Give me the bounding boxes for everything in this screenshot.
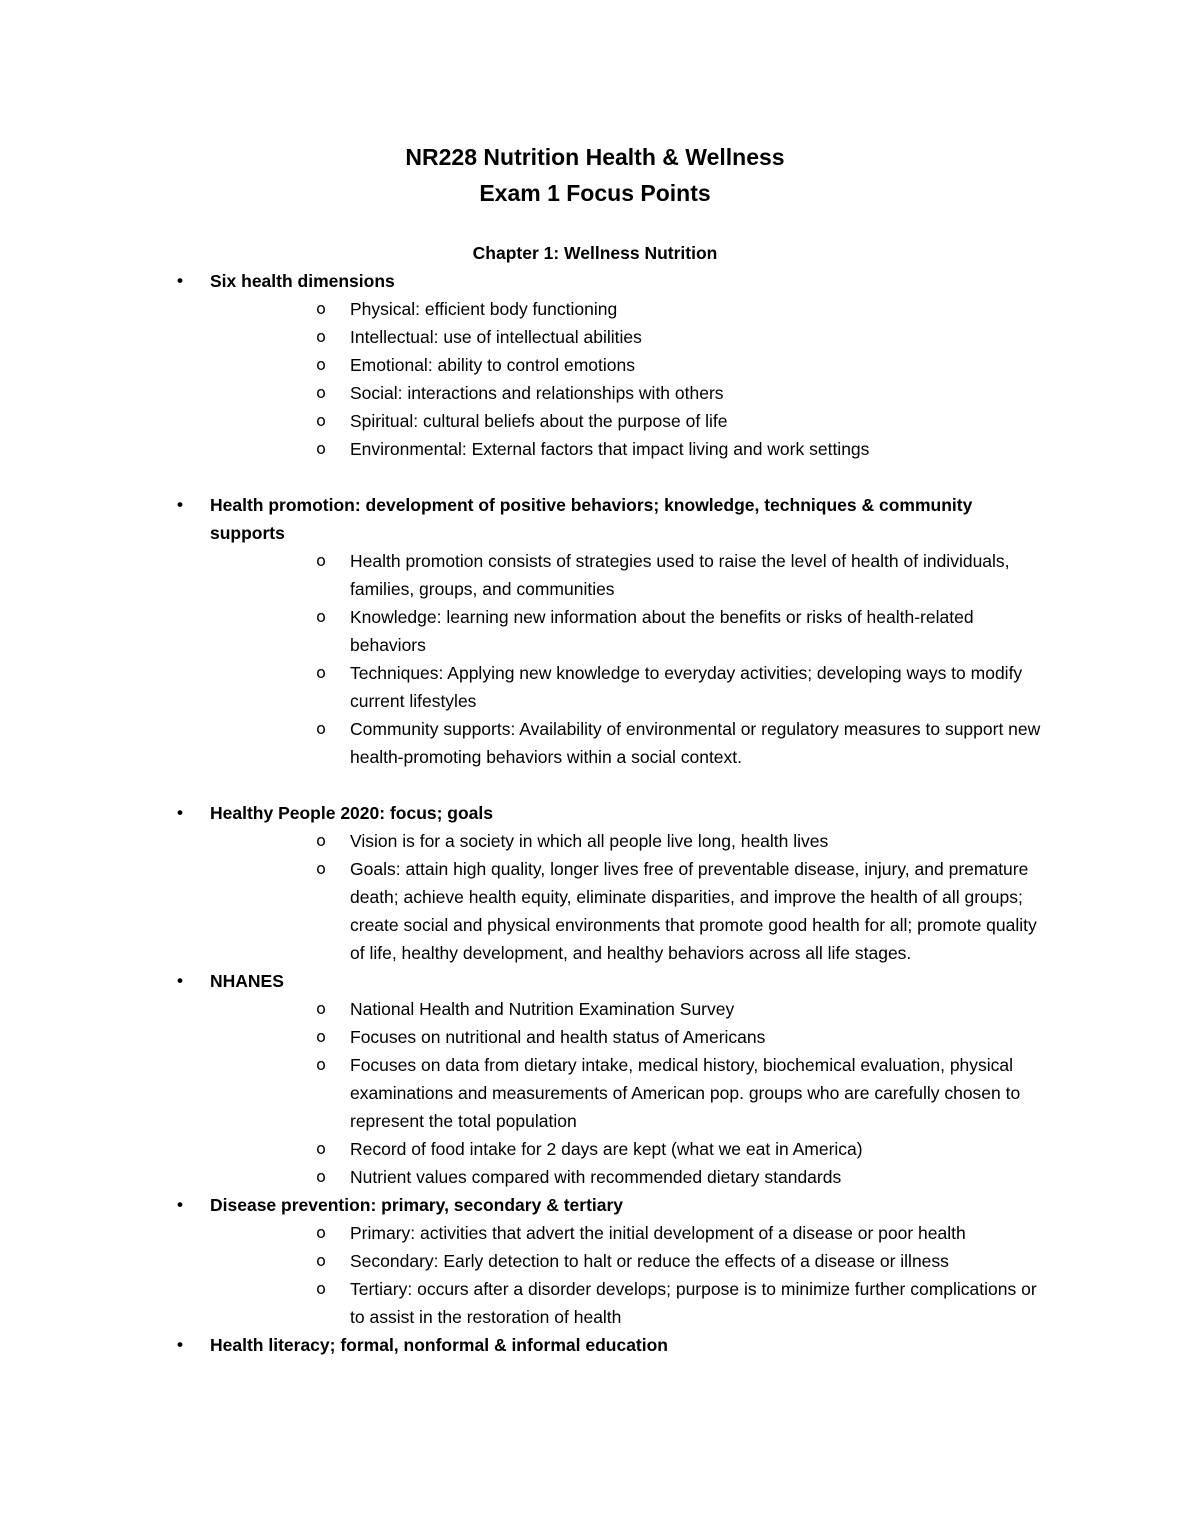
sub-bullet-icon: o (316, 383, 326, 402)
sub-list-item (0, 995, 1190, 1023)
section-heading: Health literacy; formal, nonformal & informal education (210, 1335, 668, 1355)
sub-item-text: National Health and Nutrition Examination Survey (350, 999, 735, 1019)
bullet-item (0, 967, 1190, 995)
bullet-item (0, 267, 1190, 295)
focus-points-list (0, 267, 1190, 1359)
sub-list-item (0, 547, 1190, 603)
sub-item-text: Community supports: Availability of environmental or regulatory measures to support new health-promoting behaviors within a social context. (350, 719, 1041, 767)
sub-item-text: Physical: efficient body functioning (350, 299, 618, 319)
sub-item-text: Nutrient values compared with recommended dietary standards (350, 1167, 842, 1187)
sub-item-text: Focuses on nutritional and health status of Americans (350, 1027, 766, 1047)
sub-item-text: Social: interactions and relationships with others (350, 383, 724, 403)
sub-item-text: Primary: activities that advert the initial development of a disease or poor health (350, 1223, 966, 1243)
bullet-icon: • (177, 1335, 183, 1354)
sub-item-text: Spiritual: cultural beliefs about the purpose of life (350, 411, 728, 431)
sub-list-item (0, 855, 1190, 967)
title-line-1: NR228 Nutrition Health & Wellness (405, 144, 785, 170)
bullet-icon: • (177, 1195, 183, 1214)
sub-item-text: Environmental: External factors that impact living and work settings (350, 439, 870, 459)
sub-list (0, 827, 1190, 967)
sub-list (0, 547, 1190, 771)
section-disease-prevention (0, 1191, 1190, 1331)
sub-list-item (0, 435, 1190, 463)
title-line-2: Exam 1 Focus Points (479, 180, 711, 206)
section-heading: Six health dimensions (210, 271, 395, 291)
sub-list (0, 295, 1190, 463)
sub-bullet-icon: o (316, 859, 326, 878)
sub-bullet-icon: o (316, 299, 326, 318)
bullet-item (0, 1191, 1190, 1219)
sub-bullet-icon: o (316, 1279, 326, 1298)
sub-list-item (0, 1247, 1190, 1275)
bullet-item (0, 1331, 1190, 1359)
sub-item-text: Record of food intake for 2 days are kept (what we eat in America) (350, 1139, 863, 1159)
sub-list-item (0, 1135, 1190, 1163)
sub-list-item (0, 603, 1190, 659)
sub-bullet-icon: o (316, 663, 326, 682)
sub-list-item (0, 1275, 1190, 1331)
bullet-icon: • (177, 971, 183, 990)
section-heading: NHANES (210, 971, 284, 991)
sub-bullet-icon: o (316, 1223, 326, 1242)
sub-list-item (0, 323, 1190, 351)
sub-bullet-icon: o (316, 719, 326, 738)
sub-list-item (0, 379, 1190, 407)
sub-item-text: Goals: attain high quality, longer lives free of preventable disease, injury, and premature death; achieve health equity, eliminate disparities, and improve the health of all groups; create social and physical environments that promote good health for all; promote quality of life, healthy development, and healthy behaviors across all life stages. (350, 859, 1037, 963)
sub-item-text: Secondary: Early detection to halt or reduce the effects of a disease or illness (350, 1251, 949, 1271)
section-nhanes (0, 967, 1190, 1191)
sub-list-item (0, 1051, 1190, 1135)
bullet-item (0, 799, 1190, 827)
section-heading: Health promotion: development of positive behaviors; knowledge, techniques & community supports (210, 495, 973, 543)
sub-bullet-icon: o (316, 999, 326, 1018)
sub-bullet-icon: o (316, 551, 326, 570)
sub-bullet-icon: o (316, 831, 326, 850)
sub-list-item (0, 827, 1190, 855)
sub-list-item (0, 407, 1190, 435)
sub-list-item (0, 1219, 1190, 1247)
sub-list-item (0, 1023, 1190, 1051)
bullet-icon: • (177, 495, 183, 514)
sub-list (0, 1219, 1190, 1331)
sub-bullet-icon: o (316, 1055, 326, 1074)
bullet-icon: • (177, 803, 183, 822)
sub-item-text: Emotional: ability to control emotions (350, 355, 635, 375)
sub-list-item (0, 295, 1190, 323)
section-health-literacy (0, 1331, 1190, 1359)
section-healthy-people-2020 (0, 799, 1190, 967)
sub-item-text: Knowledge: learning new information about the benefits or risks of health-related behaviors (350, 607, 974, 655)
sub-item-text: Tertiary: occurs after a disorder develops; purpose is to minimize further complications or to assist in the restoration of health (350, 1279, 1037, 1327)
chapter-heading: Chapter 1: Wellness Nutrition (472, 243, 718, 263)
sub-list-item (0, 659, 1190, 715)
section-heading: Healthy People 2020: focus; goals (210, 803, 494, 823)
sub-item-text: Intellectual: use of intellectual abilities (350, 327, 642, 347)
sub-item-text: Vision is for a society in which all people live long, health lives (350, 831, 829, 851)
sub-item-text: Health promotion consists of strategies used to raise the level of health of individuals, families, groups, and communities (350, 551, 1010, 599)
sub-bullet-icon: o (316, 607, 326, 626)
bullet-item (0, 491, 1190, 547)
sub-bullet-icon: o (316, 355, 326, 374)
sub-list (0, 995, 1190, 1191)
sub-bullet-icon: o (316, 327, 326, 346)
bullet-icon: • (177, 271, 183, 290)
sub-item-text: Techniques: Applying new knowledge to everyday activities; developing ways to modify current lifestyles (350, 663, 1023, 711)
sub-list-item (0, 715, 1190, 771)
sub-bullet-icon: o (316, 439, 326, 458)
sub-bullet-icon: o (316, 1027, 326, 1046)
sub-item-text: Focuses on data from dietary intake, medical history, biochemical evaluation, physical examinations and measurements of American pop. groups who are carefully chosen to represent the total population (350, 1055, 1021, 1131)
sub-list-item (0, 351, 1190, 379)
section-heading: Disease prevention: primary, secondary & tertiary (210, 1195, 624, 1215)
sub-bullet-icon: o (316, 1251, 326, 1270)
sub-bullet-icon: o (316, 411, 326, 430)
sub-bullet-icon: o (316, 1167, 326, 1186)
document-title (0, 139, 1190, 211)
sub-list-item (0, 1163, 1190, 1191)
section-six-health-dimensions (0, 267, 1190, 463)
sub-bullet-icon: o (316, 1139, 326, 1158)
section-health-promotion (0, 491, 1190, 771)
